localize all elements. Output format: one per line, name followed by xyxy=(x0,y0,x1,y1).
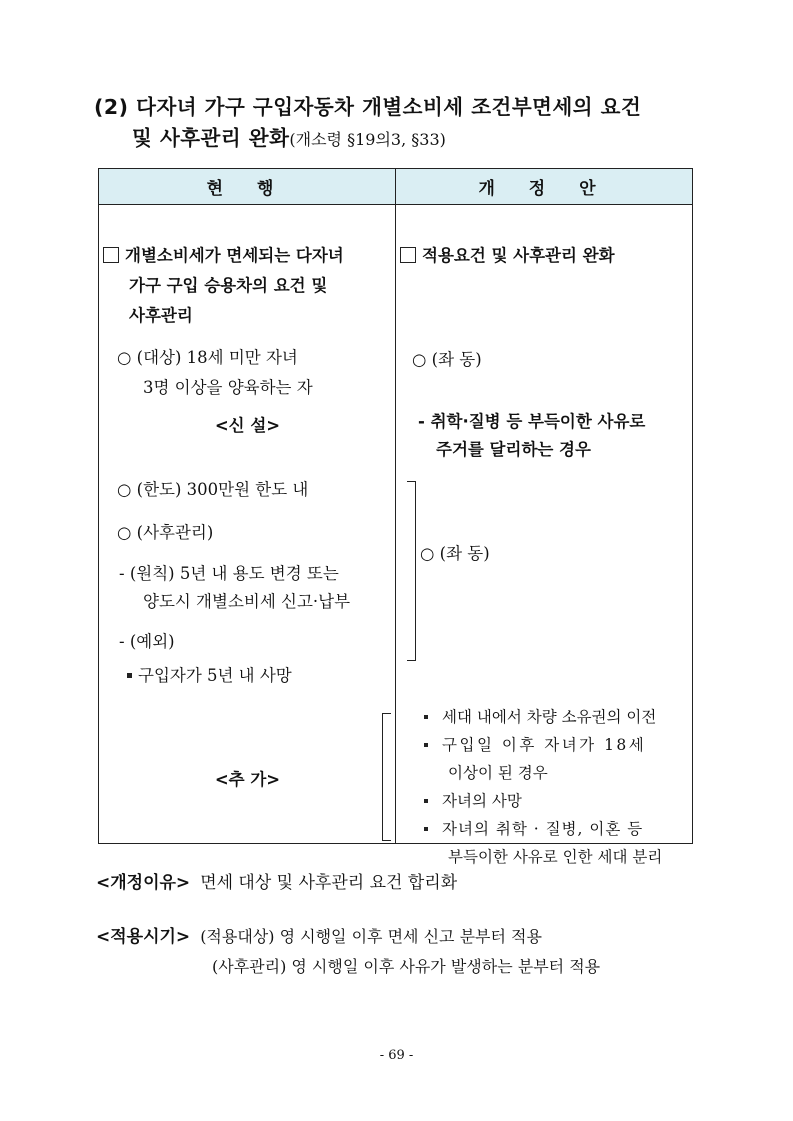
proposed-same-1: ○ (좌 동) xyxy=(412,350,482,369)
proposed-item-4 xyxy=(424,815,662,843)
proposed-item-2 xyxy=(424,731,662,759)
heading-line-2 xyxy=(94,123,714,155)
proposed-item-2-text: 구입일 이후 자녀가 18세 xyxy=(442,736,647,754)
section-heading xyxy=(94,92,714,155)
proposed-item-4-cont: 부득이한 사유로 인한 세대 분리 xyxy=(448,848,663,866)
current-title-line-1 xyxy=(103,241,344,271)
current-title-line-3: 사후관리 xyxy=(129,306,193,325)
proposed-item-3 xyxy=(424,787,662,815)
revision-reason-text: 면세 대상 및 사후관리 요건 합리화 xyxy=(200,873,458,893)
left-bracket-icon xyxy=(382,713,391,841)
bullet-icon xyxy=(424,715,428,719)
header-current: 현 행 xyxy=(99,169,396,205)
proposed-item-1 xyxy=(424,703,662,731)
page-number: - 69 - xyxy=(379,1048,414,1063)
application-timing-line-2: (사후관리) 영 시행일 이후 사유가 발생하는 분부터 적용 xyxy=(212,957,601,976)
application-timing xyxy=(96,922,542,952)
current-death-text: 구입자가 5년 내 사망 xyxy=(138,666,292,685)
proposed-column xyxy=(396,205,693,866)
proposed-item-4-text: 자녀의 취학 · 질병, 이혼 등 xyxy=(442,820,644,838)
current-title-text-1: 개별소비세가 면세되는 다자녀 xyxy=(125,246,344,265)
proposed-title xyxy=(400,241,615,271)
proposed-item-2-cont: 이상이 된 경우 xyxy=(448,764,548,782)
proposed-item-1-text: 세대 내에서 차량 소유권의 이전 xyxy=(442,708,657,726)
revision-reason-label: <개정이유> xyxy=(96,873,191,893)
current-limit: ○ (한도) 300만원 한도 내 xyxy=(117,480,309,499)
proposed-title-text: 적용요건 및 사후관리 완화 xyxy=(422,246,615,265)
current-exception: - (예외) xyxy=(119,632,175,651)
new-mark-label: <신 설> xyxy=(214,416,281,435)
current-target-line-2: 3명 이상을 양육하는 자 xyxy=(143,378,313,397)
current-death-item xyxy=(127,661,292,690)
current-column xyxy=(99,205,396,844)
bullet-icon xyxy=(127,673,132,678)
current-title-line-2: 가구 구입 승용차의 요건 및 xyxy=(129,276,328,295)
bullet-icon xyxy=(424,799,428,803)
bullet-icon xyxy=(424,743,428,747)
header-proposed: 개 정 안 xyxy=(396,169,693,205)
current-target-line-1: ○ (대상) 18세 미만 자녀 xyxy=(117,348,298,367)
proposed-item-3-text: 자녀의 사망 xyxy=(442,792,522,810)
heading-legal-reference: (개소령 §19의3, §33) xyxy=(289,130,446,149)
application-timing-line-1: (적용대상) 영 시행일 이후 면세 신고 분부터 적용 xyxy=(200,927,542,946)
proposed-item-list xyxy=(424,703,662,871)
revision-reason xyxy=(96,868,457,898)
add-mark-label: <추 가> xyxy=(214,770,281,789)
heading-line-1: (2) 다자녀 가구 구입자동차 개별소비세 조건부면세의 요건 xyxy=(94,95,642,119)
current-principle-line-1: - (원칙) 5년 내 용도 변경 또는 xyxy=(119,564,339,583)
comparison-table xyxy=(98,168,693,866)
current-principle-line-2: 양도시 개별소비세 신고·납부 xyxy=(143,592,351,611)
proposed-same-2: ○ (좌 동) xyxy=(420,544,490,563)
bullet-icon xyxy=(424,827,428,831)
heading-line-2-text: 및 사후관리 완화 xyxy=(132,126,290,150)
proposed-added-line-2: 주거를 달리하는 경우 xyxy=(436,440,591,459)
checkbox-square-icon xyxy=(103,247,119,263)
application-timing-label: <적용시기> xyxy=(96,927,191,947)
current-title xyxy=(103,241,344,331)
proposed-added-line-1: - 취학·질병 등 부득이한 사유로 xyxy=(418,412,646,431)
checkbox-square-icon xyxy=(400,247,416,263)
current-after-management: ○ (사후관리) xyxy=(117,523,214,542)
